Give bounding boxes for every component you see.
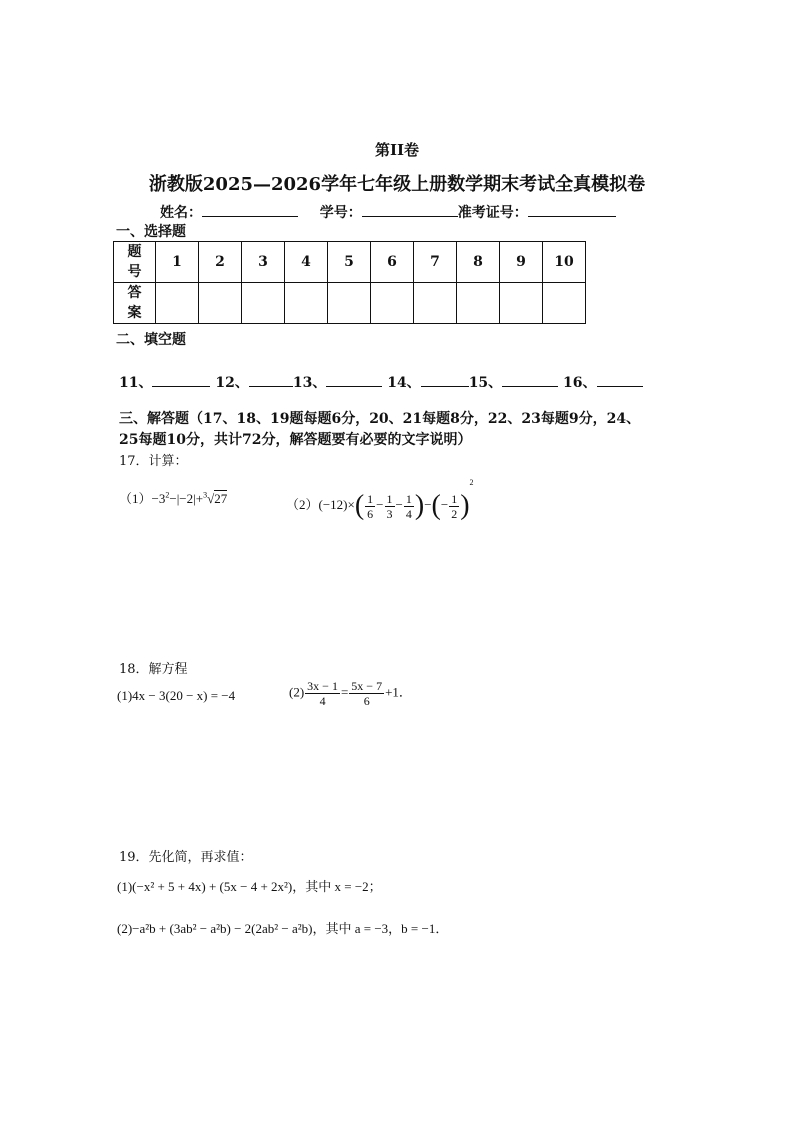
answer-cell[interactable] bbox=[156, 283, 199, 324]
question-number-cell: 4 bbox=[285, 242, 328, 283]
question-number-cell: 6 bbox=[371, 242, 414, 283]
blank-number: 13、 bbox=[292, 375, 327, 391]
blank-field[interactable] bbox=[249, 372, 293, 387]
question-number-cell: 10 bbox=[543, 242, 586, 283]
q17-label: 17．计算： bbox=[119, 454, 188, 469]
answer-cell[interactable] bbox=[543, 283, 586, 324]
page-title: 浙教版2025—2026学年七年级上册数学期末考试全真模拟卷 bbox=[148, 174, 646, 195]
exam-number-field[interactable] bbox=[528, 202, 616, 217]
section-2-title: 二、填空题 bbox=[116, 332, 186, 348]
question-number-cell: 2 bbox=[199, 242, 242, 283]
question-number-cell: 1 bbox=[156, 242, 199, 283]
blank-field[interactable] bbox=[421, 372, 469, 387]
blank-number: 14、 bbox=[387, 375, 421, 391]
exam-number-label: 准考证号： bbox=[457, 205, 528, 221]
answer-cell[interactable] bbox=[199, 283, 242, 324]
student-id-field[interactable] bbox=[362, 202, 458, 217]
answer-cell[interactable] bbox=[414, 283, 457, 324]
question-number-cell: 8 bbox=[457, 242, 500, 283]
question-number-cell: 3 bbox=[242, 242, 285, 283]
q19-label: 19．先化简，再求值： bbox=[119, 850, 253, 865]
fill-blank-line bbox=[119, 372, 643, 392]
question-number-cell: 9 bbox=[500, 242, 543, 283]
volume-label: 第II卷 bbox=[374, 141, 420, 159]
question-number-row bbox=[114, 242, 586, 283]
answer-cell[interactable] bbox=[371, 283, 414, 324]
blank-field[interactable] bbox=[502, 372, 558, 387]
blank-number: 16、 bbox=[563, 375, 597, 391]
blank-number: 15、 bbox=[468, 375, 503, 391]
answer-cell[interactable] bbox=[242, 283, 285, 324]
row-head-number: 题号 bbox=[114, 242, 156, 283]
name-label: 姓名： bbox=[160, 205, 202, 221]
section-3-title-line2: 25每题10分，共计72分，解答题要有必要的文字说明） bbox=[119, 432, 472, 448]
q18-part1: (1)4x − 3(20 − x) = −4 bbox=[117, 688, 236, 703]
blank-number: 11、 bbox=[119, 375, 153, 391]
row-head-answer: 答案 bbox=[114, 283, 156, 324]
q17-part1: $(1)-3^2-|-2|+^3√27$ bbox=[119, 490, 228, 506]
student-info-line bbox=[160, 202, 616, 222]
q18-label: 18．解方程 bbox=[119, 662, 188, 677]
question-number-cell: 7 bbox=[414, 242, 457, 283]
blank-field[interactable] bbox=[326, 372, 382, 387]
answer-cell[interactable] bbox=[500, 283, 543, 324]
blank-field[interactable] bbox=[597, 372, 643, 387]
student-id-label: 学号： bbox=[319, 205, 362, 221]
question-number-cell: 5 bbox=[328, 242, 371, 283]
answer-cell[interactable] bbox=[457, 283, 500, 324]
answer-table bbox=[113, 241, 586, 324]
answer-cell[interactable] bbox=[285, 283, 328, 324]
name-field[interactable] bbox=[202, 202, 298, 217]
q17-part2: （2）(−12)×( $\frac{1}{6}$ − $\frac{1}{3}$ − $\frac{1}{4}$ )−(− $\frac{1}{2}$ )$^2$ bbox=[286, 478, 474, 522]
answer-cell[interactable] bbox=[328, 283, 371, 324]
q19-part2: (2)−a²b + (3ab² − a²b) − 2(2ab² − a²b)，其中 a = −3，b = −1． bbox=[117, 921, 449, 936]
section-1-title: 一、选择题 bbox=[116, 224, 186, 240]
q19-part1: (1)(−x² + 5 + 4x) + (5x − 4 + 2x²)，其中 x = −2； bbox=[117, 879, 382, 894]
q18-part2: (2) $\frac{3x - 1}{4}$ = $\frac{5x - 7}{6}$ +1． bbox=[289, 679, 412, 708]
blank-number: 12、 bbox=[215, 375, 249, 391]
section-3-title-line1: 三、解答题（17、18、19题每题6分，20、21每题8分，22、23每题9分，24、 bbox=[119, 411, 641, 427]
answer-row bbox=[114, 283, 586, 324]
blank-field[interactable] bbox=[152, 372, 210, 387]
